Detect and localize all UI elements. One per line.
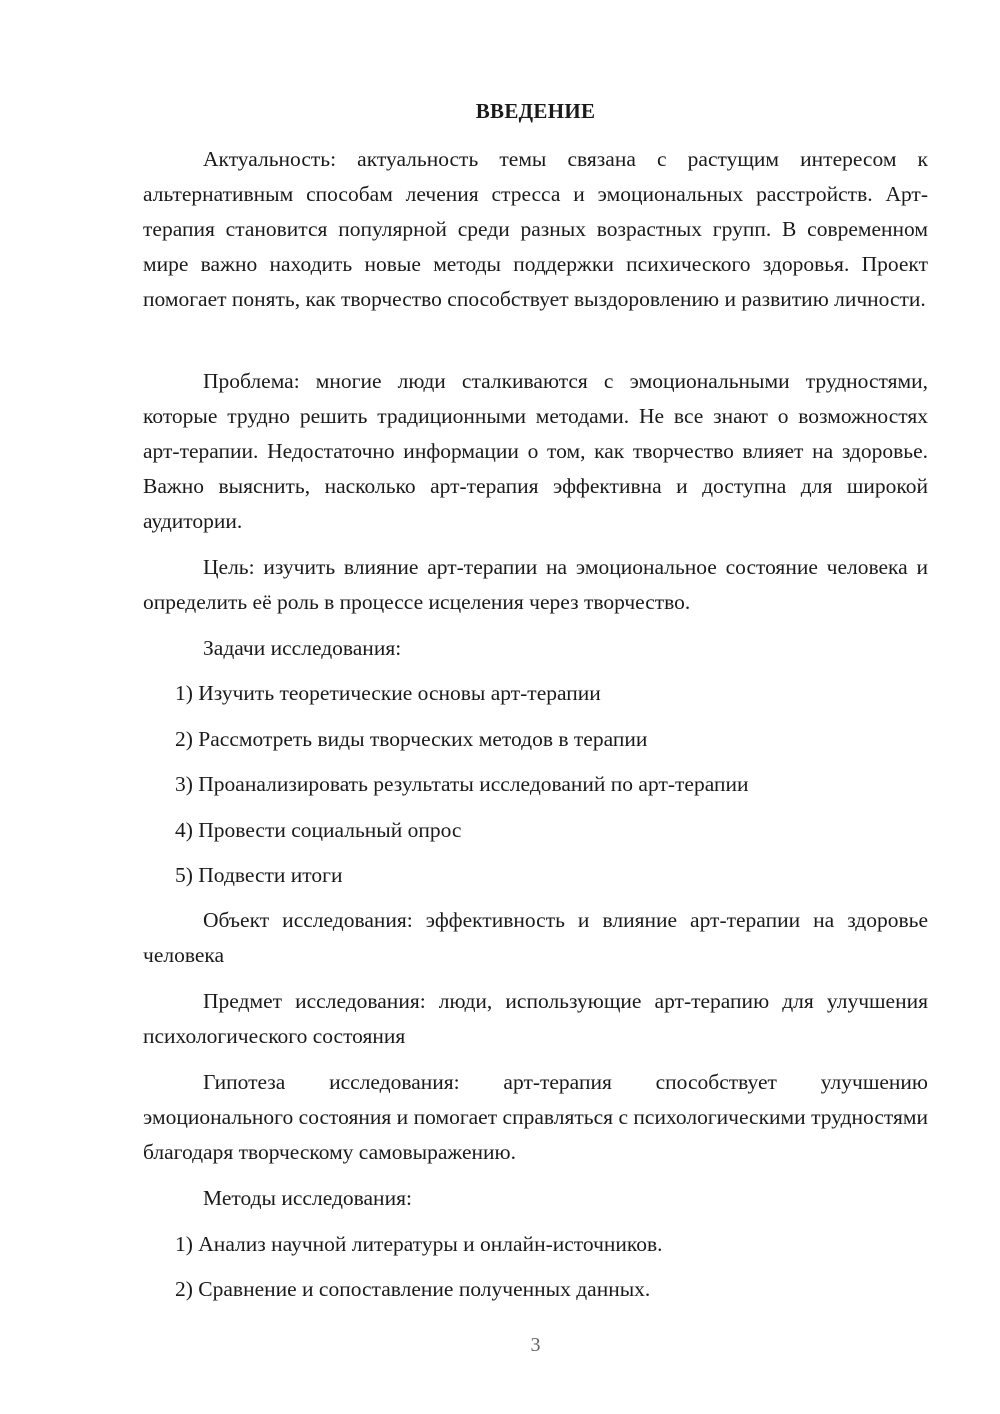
task-item: 2) Рассмотреть виды творческих методов в терапии [175, 727, 648, 751]
relevance-paragraph: Актуальность: актуальность темы связана с растущим интересом к альтернативным способам лечения стресса и эмоциональных расстройств. Арт-терапия становится популярной среди разных возрастных групп. В современном мире важно находить новые методы поддержки психического здоровья. Проект помогает понять, как творчество способствует выздоровлению и развитию личности. [143, 147, 928, 311]
subject-paragraph: Предмет исследования: люди, использующие арт-терапию для улучшения психологического состояния [143, 989, 928, 1048]
task-item: 1) Изучить теоретические основы арт-терапии [175, 681, 601, 705]
hypothesis-paragraph: Гипотеза исследования: арт-терапия способствует улучшению эмоционального состояния и помогает справляться с психологическими трудностями благодаря творческому самовыражению. [143, 1070, 928, 1164]
task-item: 3) Проанализировать результаты исследований по арт-терапии [175, 772, 749, 796]
method-item: 1) Анализ научной литературы и онлайн-источников. [175, 1232, 663, 1256]
page-title: ВВЕДЕНИЕ [475, 99, 596, 123]
tasks-heading: Задачи исследования: [203, 636, 402, 660]
problem-paragraph: Проблема: многие люди сталкиваются с эмоциональными трудностями, которые трудно решить традиционными методами. Не все знают о возможностях арт-терапии. Недостаточно информации о том, как творчество влияет на здоровье. Важно выяснить, насколько арт-терапия эффективна и доступна для широкой аудитории. [143, 369, 928, 533]
document-page [143, 0, 928, 1414]
page-number: 3 [530, 1334, 541, 1356]
method-item: 2) Сравнение и сопоставление полученных данных. [175, 1277, 651, 1301]
task-item: 5) Подвести итоги [175, 863, 343, 887]
object-paragraph: Объект исследования: эффективность и влияние арт-терапии на здоровье человека [143, 908, 928, 967]
goal-paragraph: Цель: изучить влияние арт-терапии на эмоциональное состояние человека и определить её роль в процессе исцеления через творчество. [143, 555, 928, 614]
task-item: 4) Провести социальный опрос [175, 818, 462, 842]
methods-heading: Методы исследования: [203, 1186, 412, 1210]
